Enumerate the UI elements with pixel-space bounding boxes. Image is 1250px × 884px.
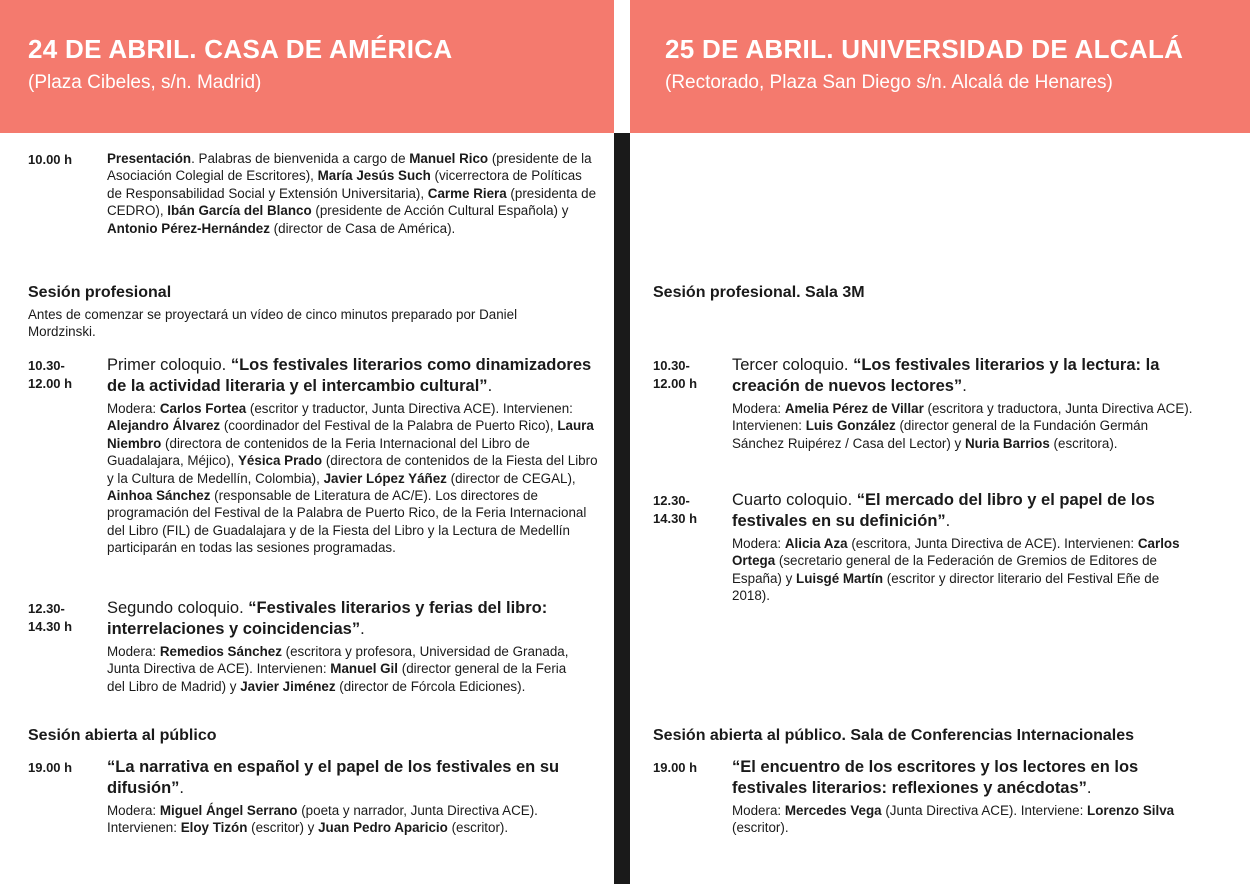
c1-block bbox=[107, 355, 607, 557]
speaker-name: Javier Jiménez bbox=[240, 678, 336, 694]
text-part: (escritor y traductor, Junta Directiva ACE). Intervienen: bbox=[246, 401, 573, 416]
colloquium-end: . bbox=[487, 377, 493, 395]
text-part: (escritora, Junta Directiva de ACE). Intervienen: bbox=[847, 536, 1138, 551]
speaker-name: Luisgé Martín bbox=[796, 570, 884, 586]
text-part: (director general de la Feria del Libro de Madrid) y bbox=[107, 661, 567, 694]
intro-label: Presentación bbox=[107, 151, 192, 166]
text-part: (director general de la Fundación Germán Sánchez Ruipérez / Casa del Lector) y bbox=[732, 418, 1149, 451]
text-part: (poeta y narrador, Junta Directiva ACE). Intervienen: bbox=[107, 803, 538, 836]
c4-heading bbox=[732, 355, 1197, 397]
speaker-name: Miguel Ángel Serrano bbox=[159, 803, 298, 818]
text-part: (responsable de Literatura de AC/E). Los directores de programación del Festival de la Palabra de Puerto Rico, de la Feria Internacional del Libro (FIL) de Guadalajara y de la Fiesta del Libro y la Lectura de Medellín participarán en todas las sesiones programadas. bbox=[107, 488, 587, 556]
speaker-name: Carlos Fortea bbox=[159, 401, 247, 416]
colloquium-title: “Los festivales literarios como dinamizadores de la actividad literaria y el intercambio cultural” bbox=[107, 356, 592, 395]
intro-text-part: (director de Casa de América). bbox=[269, 220, 456, 236]
c4-block bbox=[732, 355, 1197, 452]
intro-text-part: (vicerrectora de Políticas de Responsabilidad Social y Extensión Universitaria), bbox=[107, 168, 582, 201]
speaker-name: Mercedes Vega bbox=[784, 803, 882, 818]
text-part: (director de Fórcola Ediciones). bbox=[335, 678, 526, 694]
time-start: 10.30- bbox=[28, 358, 65, 373]
colloquium-title: “El encuentro de los escritores y los lectores en los festivales literarios: reflexiones y anécdotas” bbox=[732, 758, 1139, 797]
time-start: 10.30- bbox=[653, 358, 690, 373]
speaker-name: Remedios Sánchez bbox=[159, 644, 282, 659]
speaker-name: Ainhoa Sánchez bbox=[107, 488, 211, 504]
left-header-band bbox=[0, 0, 614, 133]
intro-text-part: (presidenta de CEDRO), bbox=[107, 185, 597, 219]
c6-block bbox=[732, 757, 1202, 837]
speaker-name: Alicia Aza bbox=[784, 536, 848, 551]
left-section-public: Sesión abierta al público bbox=[28, 727, 217, 744]
speaker-name: Manuel Gil bbox=[330, 661, 399, 677]
colloquium-end: . bbox=[945, 512, 951, 530]
c5-block bbox=[732, 490, 1197, 605]
right-header-band bbox=[630, 0, 1250, 133]
speaker-name: Javier López Yáñez bbox=[323, 470, 447, 486]
right-day-title: 25 DE ABRIL. UNIVERSIDAD DE ALCALÁ bbox=[665, 34, 1184, 64]
intro-time: 10.00 h bbox=[28, 152, 73, 167]
right-section-professional: Sesión profesional. Sala 3M bbox=[653, 284, 865, 301]
c1-heading bbox=[107, 355, 607, 397]
left-day-title: 24 DE ABRIL. CASA DE AMÉRICA bbox=[28, 34, 453, 64]
text-part: (coordinador del Festival de la Palabra de Puerto Rico), bbox=[220, 418, 558, 434]
c6-participants bbox=[732, 802, 1202, 837]
speaker-name: Ibán García del Blanco bbox=[167, 203, 312, 219]
c3-block bbox=[107, 757, 587, 837]
c3-participants bbox=[107, 802, 587, 837]
text-part: (escritora y profesora, Universidad de Granada, Junta Directiva de ACE). Intervienen: bbox=[107, 644, 569, 677]
left-video-note: Antes de comenzar se proyectará un vídeo de cinco minutos preparado por Daniel Mordzinski. bbox=[28, 307, 518, 340]
text-part: (escritor). bbox=[447, 820, 509, 836]
time-start: 12.30- bbox=[28, 601, 65, 616]
c2-participants bbox=[107, 643, 587, 695]
speaker-name: Carme Riera bbox=[427, 185, 507, 201]
colloquium-end: . bbox=[962, 377, 967, 395]
speaker-name: Eloy Tizón bbox=[180, 820, 248, 836]
c6-heading bbox=[732, 757, 1202, 799]
colloquium-label: Cuarto coloquio. bbox=[732, 491, 857, 509]
speaker-name: Luis González bbox=[805, 418, 896, 434]
text-part: Modera: bbox=[107, 401, 160, 416]
text-part: (escritor) y bbox=[247, 820, 319, 836]
speaker-name: Laura Niembro bbox=[107, 418, 594, 451]
c1-time bbox=[28, 357, 98, 393]
c2-time bbox=[28, 600, 98, 636]
intro-text bbox=[107, 150, 597, 237]
left-venue-subtitle: (Plaza Cibeles, s/n. Madrid) bbox=[28, 72, 262, 93]
time-end: 12.00 h bbox=[653, 376, 698, 391]
c5-heading bbox=[732, 490, 1197, 532]
c2-block bbox=[107, 598, 587, 695]
colloquium-label: Tercer coloquio. bbox=[732, 356, 854, 374]
text-part: Modera: bbox=[732, 536, 785, 551]
speaker-name: Lorenzo Silva bbox=[1087, 803, 1175, 818]
c6-time: 19.00 h bbox=[653, 760, 698, 775]
colloquium-title: “El mercado del libro y el papel de los festivales en su definición” bbox=[732, 491, 1155, 530]
speaker-name: Carlos Ortega bbox=[732, 536, 1180, 569]
speaker-name: Yésica Prado bbox=[238, 453, 323, 469]
text-part: Modera: bbox=[107, 644, 160, 659]
time-end: 14.30 h bbox=[653, 511, 698, 526]
c4-participants bbox=[732, 400, 1197, 452]
time-end: 14.30 h bbox=[28, 619, 73, 634]
colloquium-title: “Los festivales literarios y la lectura: la creación de nuevos lectores” bbox=[732, 356, 1160, 395]
colloquium-end: . bbox=[360, 620, 365, 638]
text-part: Modera: bbox=[107, 803, 160, 818]
intro-text-part: . Palabras de bienvenida a cargo de bbox=[191, 151, 410, 166]
text-part: (escritor y director literario del Festival Eñe de 2018). bbox=[732, 570, 1160, 604]
intro-text-part: (presidente de la Asociación Colegial de Escritores), bbox=[107, 151, 592, 184]
time-start: 12.30- bbox=[653, 493, 690, 508]
colloquium-title: “Festivales literarios y ferias del libro: interrelaciones y coincidencias” bbox=[107, 599, 548, 638]
text-part: Modera: bbox=[732, 401, 785, 416]
text-part: (secretario general de la Federación de Gremios de Editores de España) y bbox=[732, 553, 1158, 586]
c5-time bbox=[653, 492, 723, 528]
speaker-name: Antonio Pérez-Hernández bbox=[107, 220, 270, 236]
c3-heading bbox=[107, 757, 587, 799]
c5-participants bbox=[732, 535, 1197, 605]
speaker-name: Nuria Barrios bbox=[964, 435, 1050, 451]
colloquium-end: . bbox=[1086, 779, 1092, 797]
right-section-public: Sesión abierta al público. Sala de Conferencias Internacionales bbox=[653, 727, 1135, 744]
text-part: (escritora y traductora, Junta Directiva ACE). Intervienen: bbox=[732, 401, 1193, 434]
speaker-name: Alejandro Álvarez bbox=[107, 418, 221, 434]
c3-time: 19.00 h bbox=[28, 760, 73, 775]
text-part: (Junta Directiva ACE). Interviene: bbox=[881, 803, 1088, 818]
intro-text-part: (presidente de Acción Cultural Española) y bbox=[311, 203, 569, 219]
c4-time bbox=[653, 357, 723, 393]
right-venue-subtitle: (Rectorado, Plaza San Diego s/n. Alcalá de Henares) bbox=[665, 72, 1113, 93]
colloquium-end: . bbox=[179, 779, 184, 797]
colloquium-title: “La narrativa en español y el papel de los festivales en su difusión” bbox=[107, 758, 560, 797]
text-part: Modera: bbox=[732, 803, 785, 818]
speaker-name: María Jesús Such bbox=[317, 168, 431, 184]
left-section-professional: Sesión profesional bbox=[28, 284, 172, 301]
text-part: (directora de contenidos de la Fiesta del Libro y la Cultura de Medellín, Colombia), bbox=[107, 453, 598, 486]
colloquium-label: Segundo coloquio. bbox=[107, 599, 249, 617]
text-part: (director de CEGAL), bbox=[446, 470, 576, 486]
colloquium-label: Primer coloquio. bbox=[107, 356, 231, 374]
c2-heading bbox=[107, 598, 587, 640]
speaker-name: Juan Pedro Aparicio bbox=[318, 820, 448, 836]
text-part: (escritor). bbox=[732, 820, 789, 836]
text-part: (directora de contenidos de la Feria Internacional del Libro de Guadalajara, Méjico), bbox=[107, 435, 530, 469]
speaker-name: Manuel Rico bbox=[409, 151, 489, 166]
text-part: (escritora). bbox=[1049, 435, 1118, 451]
time-end: 12.00 h bbox=[28, 376, 73, 391]
c1-participants bbox=[107, 400, 607, 557]
speaker-name: Amelia Pérez de Villar bbox=[784, 401, 924, 416]
center-divider bbox=[614, 133, 630, 884]
